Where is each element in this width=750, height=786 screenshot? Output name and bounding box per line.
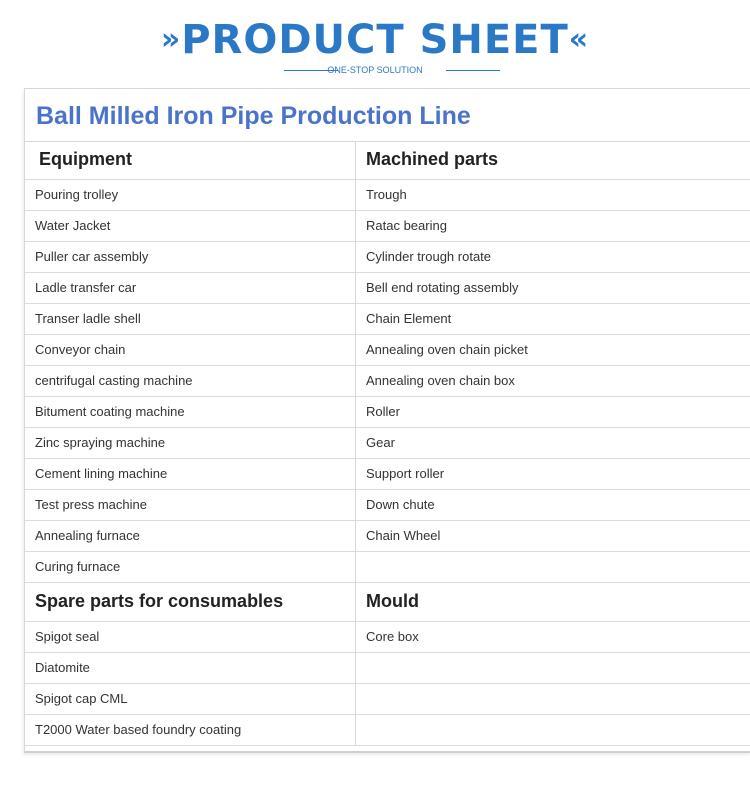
table-cell-left: [25, 653, 356, 683]
table-cell-text: Trough: [366, 187, 407, 202]
table-cell-right: [356, 552, 750, 582]
table-cell-text: Core box: [366, 629, 419, 644]
table-row: [25, 366, 750, 397]
table-cell-right: [356, 211, 750, 241]
tagline: [0, 62, 750, 78]
table-cell-text: Spigot seal: [35, 629, 100, 644]
table-cell-right: [356, 273, 750, 303]
table-cell-text: Bell end rotating assembly: [366, 280, 519, 295]
table-cell-text: Puller car assembly: [35, 249, 149, 264]
page-title: [0, 14, 750, 66]
table-cell-text: Annealing furnace: [35, 528, 140, 543]
section-header-cell: [356, 583, 750, 621]
table-row: [25, 490, 750, 521]
table-cell-right: [356, 653, 750, 683]
table-cell-left: [25, 684, 356, 714]
table-cell-left: [25, 715, 356, 745]
section-header-cell: [25, 141, 356, 179]
table-cell-text: Annealing oven chain box: [366, 373, 515, 388]
table-row: [25, 653, 750, 684]
table-cell-right: [356, 521, 750, 551]
table-cell-left: [25, 211, 356, 241]
table-row: [25, 521, 750, 552]
table-cell-text: Conveyor chain: [35, 342, 126, 357]
table-cell-text: Roller: [366, 404, 400, 419]
table-row: [25, 715, 750, 746]
table-cell-text: T2000 Water based foundry coating: [35, 722, 242, 737]
chevron-right-double-icon: »: [160, 22, 182, 57]
table-cell-text: Chain Wheel: [366, 528, 441, 543]
table-cell-text: Transer ladle shell: [35, 311, 141, 326]
table-cell-left: [25, 428, 356, 458]
table-cell-right: [356, 459, 750, 489]
tagline-divider-right: [446, 70, 500, 71]
page-header: [0, 0, 750, 88]
table-row: [25, 211, 750, 242]
table-cell-left: [25, 335, 356, 365]
table-row: [25, 684, 750, 715]
table-cell-text: Bitument coating machine: [35, 404, 185, 419]
table-cell-text: Gear: [366, 435, 395, 450]
table-cell-text: Support roller: [366, 466, 445, 481]
table-cell-text: Test press machine: [35, 497, 147, 512]
table-cell-left: [25, 366, 356, 396]
table-cell-left: [25, 273, 356, 303]
table-cell-text: Annealing oven chain picket: [366, 342, 528, 357]
table-cell-left: [25, 242, 356, 272]
table-cell-right: [356, 335, 750, 365]
table-cell-text: Cement lining machine: [35, 466, 168, 481]
table-cell-left: [25, 304, 356, 334]
section-header-label: Equipment: [39, 149, 132, 169]
section-header-row: [25, 141, 750, 180]
table-row: [25, 428, 750, 459]
table-row: [25, 459, 750, 490]
table-cell-text: Zinc spraying machine: [35, 435, 166, 450]
table-cell-right: [356, 490, 750, 520]
section-header-label: Mould: [366, 591, 419, 611]
table-cell-text: Diatomite: [35, 660, 90, 675]
chevron-left-double-icon: «: [568, 22, 590, 57]
table-row: [25, 335, 750, 366]
table-cell-text: Down chute: [366, 497, 435, 512]
table-cell-right: [356, 397, 750, 427]
sheet-title: Ball Milled Iron Pipe Production Line: [36, 102, 471, 130]
table-cell-right: [356, 715, 750, 745]
table-cell-left: [25, 521, 356, 551]
table-cell-right: [356, 684, 750, 714]
table-cell-right: [356, 180, 750, 210]
table-cell-right: [356, 428, 750, 458]
table-cell-text: Chain Element: [366, 311, 452, 326]
section-header-label: Spare parts for consumables: [35, 591, 284, 611]
section-header-label: Machined parts: [366, 149, 499, 169]
section-header-row: [25, 583, 750, 622]
table-row: [25, 180, 750, 211]
table-cell-text: Ladle transfer car: [35, 280, 137, 295]
table-cell-left: [25, 180, 356, 210]
table-cell-text: Curing furnace: [35, 559, 121, 574]
product-sheet-table: [24, 88, 750, 753]
page-title-text: PRODUCT SHEET: [181, 17, 569, 63]
table-cell-right: [356, 304, 750, 334]
table-row: [25, 552, 750, 583]
table-cell-text: Spigot cap CML: [35, 691, 128, 706]
table-cell-right: [356, 242, 750, 272]
table-row: [25, 622, 750, 653]
table-cell-left: [25, 552, 356, 582]
tagline-text: ONE-STOP SOLUTION: [327, 65, 423, 75]
table-cell-right: [356, 366, 750, 396]
table-row: [25, 304, 750, 335]
table-cell-left: [25, 397, 356, 427]
table-row: [25, 273, 750, 304]
table-cell-text: Ratac bearing: [366, 218, 447, 233]
table-cell-text: Water Jacket: [35, 218, 111, 233]
table-cell-text: Pouring trolley: [35, 187, 119, 202]
table-cell-left: [25, 490, 356, 520]
table-row: [25, 397, 750, 428]
table-cell-text: centrifugal casting machine: [35, 373, 193, 388]
table-cell-left: [25, 622, 356, 652]
section-header-cell: [356, 141, 750, 179]
section-header-cell: [25, 583, 356, 621]
table-cell-text: Cylinder trough rotate: [366, 249, 492, 264]
table-cell-right: [356, 622, 750, 652]
table-row: [25, 242, 750, 273]
sheet-title-row: [25, 89, 750, 142]
table-cell-left: [25, 459, 356, 489]
